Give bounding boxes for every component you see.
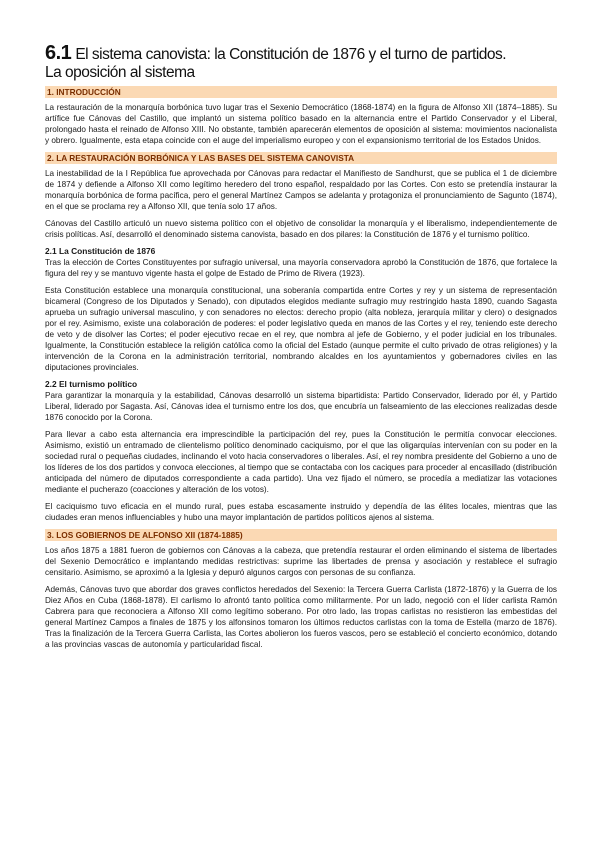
section-heading-introduccion: 1. INTRODUCCIÓN: [45, 86, 557, 98]
paragraph: Para llevar a cabo esta alternancia era imprescindible la participación del rey, pues la Constitución le permitía convocar elecciones. Asimismo, existió un entramado de clientelismo político denominado caciquismo, por el que las oligarquías intervenían con su poder en la sociedad rural o pequeñas ciudades, inclinando el voto hacia conservadores o liberales. Así, el rey nombra presidente del Gobierno a uno de los líderes de los dos partidos y convoca elecciones, al tiempo que se contactaba con los caciques para proceder al encasillado (distribución anticipada del número de diputados correspondiente a cada partido). Una vez fijado el número, se procedía a mediatizar las votaciones mediante el pucherazo (coacciones y alteración de los votos).: [45, 430, 557, 494]
subsection-heading-turnismo: 2.2 El turnismo político: [45, 379, 138, 389]
document-subtitle: La oposición al sistema: [45, 64, 195, 81]
section-heading-restauracion: 2. LA RESTAURACIÓN BORBÓNICA Y LAS BASES DEL SISTEMA CANOVISTA: [45, 152, 557, 164]
document-page: [45, 44, 557, 656]
paragraph: Cánovas del Castillo articuló un nuevo sistema político con el objetivo de consolidar la monarquía y el liberalismo, independientemente de crisis políticas. Así, desarrolló el denominado sistema canovista, basado en dos pilares: la Constitución de 1876 y el turnismo político.: [45, 219, 557, 239]
paragraph: El caciquismo tuvo eficacia en el mundo rural, pues estaba escasamente instruido y dependía de las élites locales, mientras que las ciudades eran menos influenciables y hubo una mayor implantación de partidos políticos ajenos al sistema.: [45, 502, 557, 522]
title-text: El sistema canovista: la Constitución de 1876 y el turno de partidos.: [75, 46, 507, 63]
paragraph: Para garantizar la monarquía y la estabilidad, Cánovas desarrolló un sistema bipartidista: Partido Conservador, liderado por él, y Partido Liberal, liderado por Sagasta. Así, Cánovas idea el turnismo entre los dos, que encubría un falseamiento de las elecciones realizadas desde 1876 conocido por la Corona.: [45, 391, 557, 422]
paragraph: Esta Constitución establece una monarquía constitucional, una soberanía compartida entre Cortes y rey y un sistema de representación bicameral (Congreso de los Diputados y Senado), con diputados elegidos mediante sufragio muy restringido hasta 1890, cuando Sagasta aprueba un sufragio universal masculino, y con senadores no electos: derecho propio (alta nobleza, jerarquía militar y clero) o designados por el rey. Asimismo, existe una colaboración de poderes: el poder legislativo queda en manos de las Cortes y el rey, teniendo este derecho de veto y de disolver las Cortes; el poder ejecutivo recae en el rey, que nombra al jefe de Gobierno, y el poder judicial en los tribunales. Igualmente, la Constitución establece la religión católica como la oficial del Estado (aunque permite el culto privado de otras religiones) y la intervención de la Corona en la administración territorial, nombrando alcaldes en los ayuntamientos y gobernadores civiles en las diputaciones provinciales.: [45, 286, 557, 372]
paragraph: La inestabilidad de la I República fue aprovechada por Cánovas para redactar el Manifiesto de Sandhurst, que se publica el 1 de diciembre de 1874 y defiende a Alfonso XII como legítimo heredero del trono español, respaldado por las Cortes. Con esto se pretendía instaurar la monarquía borbónica de forma pacífica, pero el general Martínez Campos se adelanta y protagoniza el pronunciamiento de Sagunto (1874), en el que se proclama rey a Alfonso XII, que tenía solo 17 años.: [45, 169, 557, 211]
document-title: [45, 44, 557, 64]
paragraph: La restauración de la monarquía borbónica tuvo lugar tras el Sexenio Democrático (1868-1874) en la figura de Alfonso XII (1874–1885). Su artífice fue Cánovas del Castillo, que implantó un sistema político basado en la alternancia entre el Partido Conservador y el Liberal, prolongado hasta el reinado de Alfonso XIII. No obstante, también aparecerán elementos de oposición al sistema: movimientos nacionalista y obrero. Igualmente, esta etapa coincide con el auge del imperialismo europeo y con el expansionismo territorial de los Estados Unidos.: [45, 103, 557, 145]
paragraph: Tras la elección de Cortes Constituyentes por sufragio universal, una mayoría conservadora aprobó la Constitución de 1876, que fortalece la figura del rey y se mantuvo vigente hasta el golpe de Estado de Primo de Rivera (1923).: [45, 258, 557, 278]
section-heading-gobiernos-alfonso-xii: 3. LOS GOBIERNOS DE ALFONSO XII (1874-1885): [45, 529, 557, 541]
paragraph: Además, Cánovas tuvo que abordar dos graves conflictos heredados del Sexenio: la Tercera Guerra Carlista (1872-1876) y la Guerra de los Diez Años en Cuba (1868-1878). El carlismo lo afrontó tanto política como militarmente. Por un lado, negoció con el líder carlista Ramón Cabrera para que reconociera a Alfonso XII como legítimo soberano. Por otro lado, las tropas carlistas no resistieron las embestidas del general Martínez Campos a finales de 1875 y los alfonsinos tomaron los últimos reductos carlistas con la toma de Estella (marzo de 1876). Tras la finalización de la Tercera Guerra Carlista, las Cortes abolieron los fueros vascos, pero se estableció el concierto económico, dotando a las provincias vascas de autonomía y particularidad fiscal.: [45, 585, 557, 649]
chapter-number: 6.1: [45, 42, 72, 64]
paragraph: Los años 1875 a 1881 fueron de gobiernos con Cánovas a la cabeza, que pretendía restaurar el orden eliminando el sistema de libertades del Sexenio Democrático e implantando medidas restrictivas: suprime las libertades de prensa y asociación y restablece el sufragio censitario. Asimismo, se aproximó a la Iglesia y depuró algunos cargos con personas de su confianza.: [45, 546, 557, 577]
subsection-heading-constitucion: 2.1 La Constitución de 1876: [45, 246, 156, 256]
